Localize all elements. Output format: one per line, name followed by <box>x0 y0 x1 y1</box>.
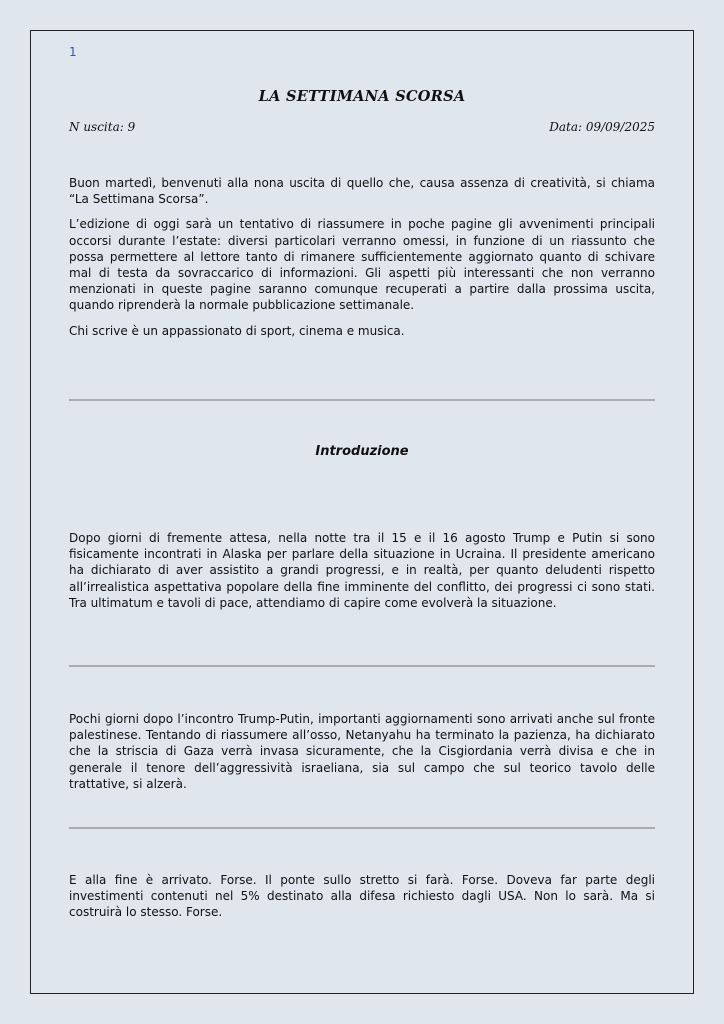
page-number: 1 <box>69 45 77 59</box>
divider <box>69 399 655 401</box>
article-paragraph: Dopo giorni di fremente attesa, nella notte tra il 15 e il 16 agosto Trump e Putin si sono fisicamente incontrati in Alaska per parlare della situazione in Ucraina. Il presidente americano ha dichiarato di aver assistito a grandi progressi, e in realtà, per quanto deludenti rispetto all’irrealistica aspettativa popolare della fine imminente del conflitto, dei progressi ci sono stati. Tra ultimatum e tavoli di pace, attendiamo di capire come evolverà la situazione. <box>69 531 655 610</box>
divider <box>69 827 655 829</box>
issue-number: N uscita: 9 <box>69 120 136 134</box>
intro-paragraph: Buon martedì, benvenuti alla nona uscita di quello che, causa assenza di creatività, si chiama “La Settimana Scorsa”. <box>69 176 655 207</box>
article-ukraine <box>69 530 655 620</box>
intro-paragraph: Chi scrive è un appassionato di sport, cinema e musica. <box>69 323 405 338</box>
article-paragraph: Pochi giorni dopo l’incontro Trump-Putin, importanti aggiornamenti sono arrivati anche sul fronte palestinese. Tentando di riassumere all’osso, Netanyahu ha terminato la pazienza, ha dichiarato che la striscia di Gaza verrà invasa sicuramente, che la Cisgiordania verrà divisa e che in generale il tenore dell’aggressività israeliana, sia sul campo che sul teorico tavolo delle trattative, si alzerà. <box>69 712 655 791</box>
article-bridge <box>69 872 655 930</box>
intro-section <box>69 175 655 348</box>
article-paragraph: E alla fine è arrivato. Forse. Il ponte sullo stretto si farà. Forse. Doveva far parte degli investimenti contenuti nel 5% destinato alla difesa richiesto dagli USA. Non lo sarà. Ma si costruirà lo stesso. Forse. <box>69 873 655 920</box>
article-gaza <box>69 711 655 801</box>
divider <box>69 665 655 667</box>
intro-paragraph: L’edizione di oggi sarà un tentativo di riassumere in poche pagine gli avvenimenti principali occorsi durante l’estate: diversi particolari verranno omessi, in funzione di un riassunto che possa permettere al lettore tanto di rimanere sufficientemente aggiornato quanto di schivare mal di testa da sovraccarico di informazioni. Gli aspetti più interessanti che non verranno menzionati in queste pagine saranno comunque recuperati a partire dalla prossima uscita, quando riprenderà la normale pubblicazione settimanale. <box>69 217 655 313</box>
newsletter-title: LA SETTIMANA SCORSA <box>258 88 466 105</box>
issue-date: Data: 09/09/2025 <box>549 120 655 134</box>
section-heading: Introduzione <box>315 444 409 459</box>
